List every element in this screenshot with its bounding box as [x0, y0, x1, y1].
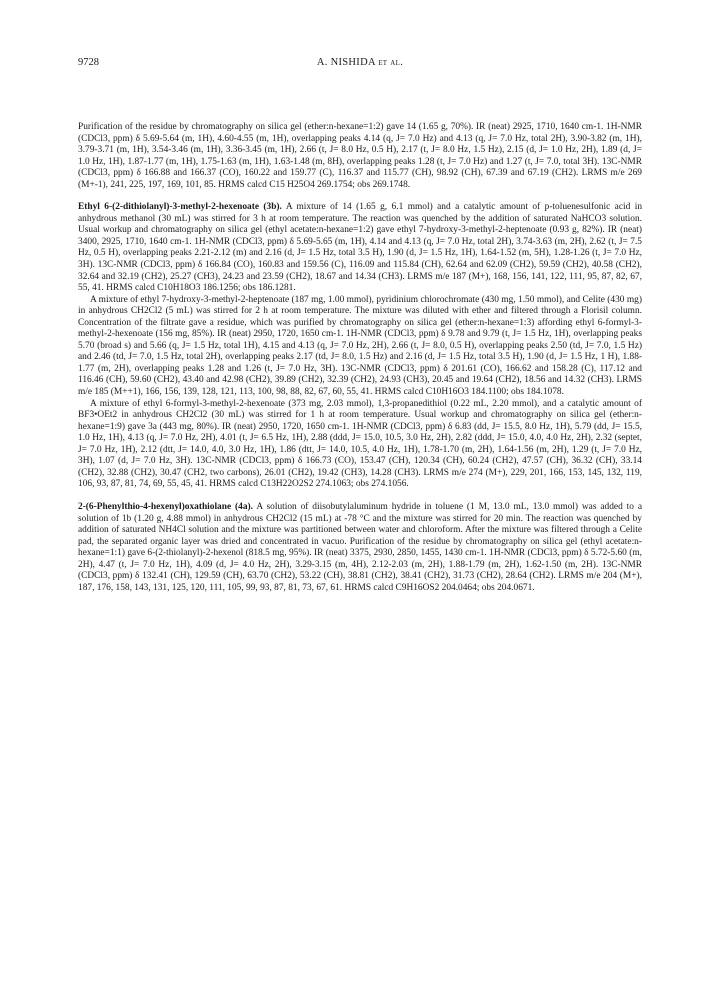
paragraph-3b-text: A mixture of 14 (1.65 g, 6.1 mmol) and a catalytic amount of p-toluenesulfonic acid in anhydrous methanol (30 mL) was stirred for 3 h at room temperature. The reaction was quenched by the addition of saturated NaHCO3 solution. Usual workup and chromatography on silica gel (ethyl acetate:n-hexane=1:2) gave ethyl 7-hydroxy-3-methyl-2-heptenoate (0.93 g, 82%). IR (neat) 3400, 2925, 1710, 1640 cm-1. 1H-NMR (CDCl3, ppm) δ 5.69-5.65 (m, 1H), 4.14 and 4.13 (q, J= 7.0 Hz, total 2H), 3.74-3.63 (m, 2H), 2.62 (t, J= 7.5 Hz, 0.5 H), overlapping peaks 2.21-2.12 (m) and 2.16 (d, J= 1.5 Hz, total 3.5 H), 1.90 (d, J= 1.5 Hz, 1H), 1.64-1.52 (m, 5H), 1.28-1.26 (t, J= 7.0 Hz, 3H). 13C-NMR (CDCl3, ppm) δ 166.84 (CO), 160.83 and 159.56 (C), 116.09 and 115.84 (CH), 62.64 and 62.09 (CH2), 59.59 (CH2), 40.58 (CH2), 32.64 and 32.19 (CH2), 25.27 (CH3), 24.23 and 23.59 (CH2), 18.67 and 14.34 (CH3). LRMS m/e 187 (M+), 168, 156, 141, 122, 111, 95, 87, 82, 67, 55, 41. HRMS calcd C10H18O3 186.1256; obs 186.1281. — [78, 202, 643, 294]
paragraph-purification-14: Purification of the residue by chromatography on silica gel (ether:n-hexane=1:2) gave 14 (1.65 g, 70%). IR (neat) 2925, 1710, 1640 cm-1. 1H-NMR (CDCl3, ppm) δ 5.69-5.64 (m, 1H), 4.60-4.55 (m, 1H), overlapping peaks 4.14 (q, J= 7.0 Hz) and 4.13 (q, J= 7.0 Hz, total 2H), 3.90-3.82 (m, 1H), 3.79-3.71 (m, 1H), 3.54-3.46 (m, 1H), 3.36-3.45 (m, 1H), 2.66 (t, J= 8.0 Hz, 0.5 H), 2.17 (t, J= 8.0 Hz, 1.5 Hz), 2.15 (d, J= 1.0 Hz, 2H), 1.89 (d, J= 1.0 Hz, 1H), 1.87-1.77 (m, 1H), 1.75-1.63 (m, 1H), 1.63-1.48 (m, 8H), overlapping peaks 1.28 (t, J= 7.0 Hz) and 1.27 (t, J= 7.0, total 3H). 13C-NMR (CDCl3, ppm) δ 166.88 and 166.37 (CO), 160.22 and 159.77 (C), 116.37 and 115.77 (CH), 98.92 (CH), 67.39 and 67.19 (CH2). LRMS m/e 269 (M+-1), 241, 225, 197, 169, 101, 85. HRMS calcd C15 H25O4 269.1754; obs 269.1748. — [78, 122, 642, 190]
paragraph-compound-4a — [78, 502, 642, 594]
paragraph-gap — [78, 491, 642, 502]
paragraph-4a-text: A solution of diisobutylaluminum hydride in toluene (1 M, 13.0 mL, 13.0 mmol) was added to a solution of 1b (1.20 g, 4.88 mmol) in anhydrous CH2Cl2 (15 mL) at -78 °C and the mixture was stirred for 20 min. The reaction was quenched by addition of saturated NH4Cl solution and the mixture was partitioned between water and chloroform. After the mixture was filtered through a Celite pad, the separated organic layer was dried and concentrated in vacuo. Purification of the residue by chromatography on silica gel (ethyl acetate:n-hexane=1:1) gave 6-(2-thiolanyl)-2-hexenol (818.5 mg, 95%). IR (neat) 3375, 2930, 2850, 1455, 1430 cm-1. 1H-NMR (CDCl3, ppm) δ 5.72-5.60 (m, 2H), 4.47 (t, J= 7.0 Hz, 1H), 4.09 (d, J= 4.0 Hz, 2H), 3.29-3.15 (m, 4H), 2.12-2.03 (m, 2H), 1.88-1.79 (m, 2H), 1.62-1.50 (m, 2H). 13C-NMR (CDCl3, ppm) δ 132.41 (CH), 129.59 (CH), 63.70 (CH2), 53.22 (CH), 38.81 (CH2), 38.41 (CH2), 31.73 (CH2), 28.64 (CH2). LRMS m/e 204 (M+), 187, 176, 158, 143, 131, 125, 120, 111, 105, 99, 93, 87, 81, 73, 67, 61. HRMS calcd C9H16OS2 204.0464; obs 204.0671. — [78, 501, 642, 593]
running-head-authors: A. NISHIDA et al. — [316, 57, 404, 68]
compound-heading-3b: Ethyl 6-(2-dithiolanyl)-3-methyl-2-hexenoate (3b). — [78, 202, 282, 213]
paragraph-compound-3b — [78, 202, 642, 294]
paragraph-formyl-hexenoate: A mixture of ethyl 7-hydroxy-3-methyl-2-heptenoate (187 mg, 1.00 mmol), pyridinium chlorochromate (430 mg, 1.50 mmol), and Celite (430 mg) in anhydrous CH2Cl2 (5 mL) was stirred for 2 h at room temperature. The mixture was diluted with ether and filtered through a Florisil column. Concentration of the filtrate gave a residue, which was purified by chromatography on silica gel (ether:n-hexane=1:3) affording ethyl 6-formyl-3-methyl-2-hexenoate (156 mg, 85%). IR (neat) 2950, 1720, 1650 cm-1. 1H-NMR (CDCl3, ppm) δ 9.78 and 9.79 (t, J= 1.5 Hz, 1H), overlapping peaks 5.70 (broad s) and 5.66 (q, J= 1.5 Hz, total 1H), 4.15 and 4.13 (q, J= 7.0 Hz, 2H), 2.66 (t, J= 8.0, 0.5 H), overlapping peaks 2.50 (td, J= 7.0, 1.5 Hz) and 2.46 (td, J= 7.0, 1.5 Hz, total 2H), overlapping peaks 2.17 (td, J= 8.0, 1.5 Hz) and 2.16 (d, J= 1.5 Hz, total 3.5 H), 1.90 (d, J= 1.5 Hz, 1 H), 1.88-1.77 (m, 2H), overlapping peaks 1.28 and 1.26 (t, J= 7.0 Hz, 3H). 13C-NMR (CDCl3, ppm) δ 201.61 (CO), 166.62 and 158.28 (C), 117.12 and 116.46 (CH), 59.60 (CH2), 43.40 and 42.98 (CH2), 39.89 (CH2), 32.39 (CH2), 24.93 (CH3), 20.45 and 19.64 (CH2), 18.56 and 14.32 (CH3). LRMS m/e 185 (M++1), 166, 156, 139, 128, 121, 113, 100, 98, 88, 82, 67, 60, 55, 41. HRMS calcd C10H16O3 184.1100; obs 184.1078. — [78, 294, 642, 398]
running-head — [78, 56, 642, 70]
paragraph-compound-3a: A mixture of ethyl 6-formyl-3-methyl-2-hexenoate (373 mg, 2.03 mmol), 1,3-propanedithiol (0.22 mL, 2.20 mmol), and a catalytic amount of BF3•OEt2 in anhydrous CH2Cl2 (30 mL) was stirred for 1 h at room temperature. Usual workup and chromatography on silica gel (ether:n-hexane=1:9) gave 3a (443 mg, 80%). IR (neat) 2950, 1720, 1650 cm-1. 1H-NMR (CDCl3, ppm) δ 6.83 (dd, J= 15.5, 8.0 Hz, 1H), 5.79 (dd, J= 15.5, 1.0 Hz, 1H), 4.13 (q, J= 7.0 Hz, 2H), 4.01 (t, J= 6.5 Hz, 1H), 2.88 (ddd, J= 15.0, 10.5, 3.0 Hz, 2H), 2.82 (ddd, J= 15.0, 4.0, 4.0 Hz, 2H), 2.32 (septet, J= 7.0 Hz, 1H), 2.12 (dtt, J= 14.0, 4.0, 3.0 Hz, 1H), 1.86 (dtt, J= 14.0, 10.5, 4.0 Hz, 1H), 1.78-1.70 (m, 2H), 1.64-1.56 (m, 2H), 1.29 (t, J= 7.0 Hz, 3H), 1.07 (d, J= 7.0 Hz, 3H). 13C-NMR (CDCl3, ppm) δ 166.73 (CO), 153.47 (CH), 120.34 (CH), 60.24 (CH2), 47.57 (CH), 36.32 (CH), 33.14 (CH2), 32.88 (CH2), 30.47 (CH2, two carbons), 26.01 (CH2), 19.42 (CH3), 14.28 (CH3). LRMS m/e 274 (M+), 229, 201, 166, 153, 145, 132, 119, 106, 93, 87, 81, 74, 69, 55, 45, 41. HRMS calcd C13H22O2S2 274.1063; obs 274.1056. — [78, 398, 642, 490]
page-number: 9728 — [78, 57, 99, 68]
compound-heading-4a: 2-(6-Phenylthio-4-hexenyl)oxathiolane (4a). — [78, 501, 253, 512]
paragraph-gap — [78, 191, 642, 202]
article-body — [78, 122, 642, 594]
